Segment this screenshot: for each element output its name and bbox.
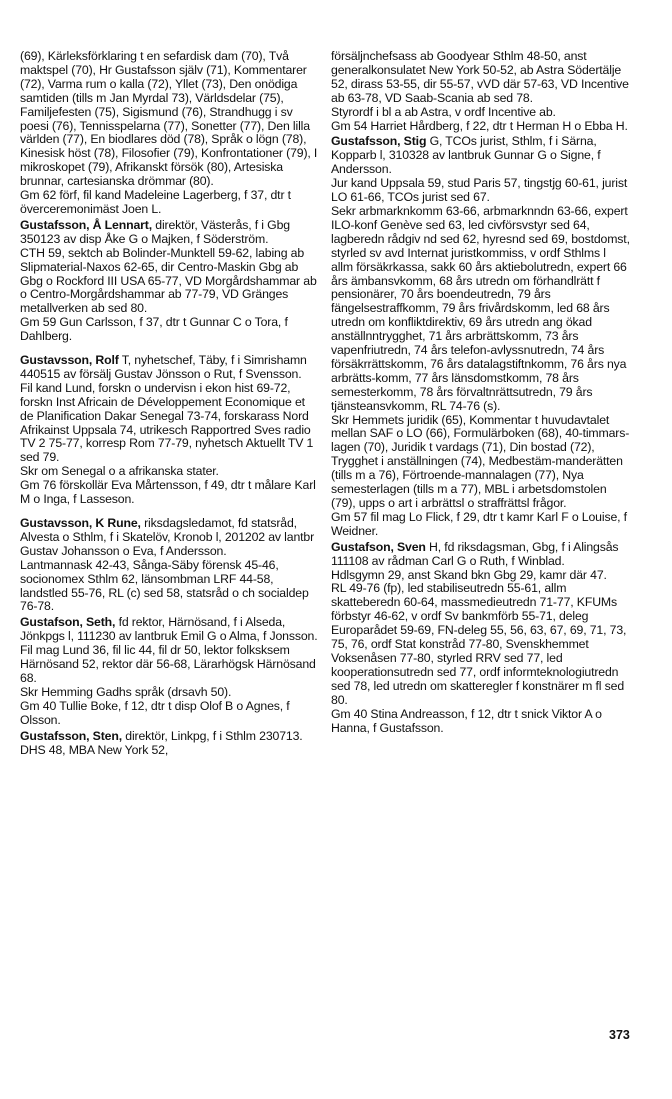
entry-intro: T, nyhetschef, Täby, f i Simrishamn 440515 av försälj Gustav Jönsson o Rut, f Svensson.: [20, 353, 307, 381]
page-number: 373: [609, 1028, 630, 1042]
entry-intro: H, fd riksdagsman, Gbg, f i Alingsås 111108 av rådman Carl G o Ruth, f Winblad.: [331, 539, 619, 568]
entry-paragraph: Gm 59 Gun Carlsson, f 37, dtr t Gunnar C o Tora, f Dahlberg.: [20, 315, 288, 344]
entry-intro: riksdagsledamot, fd statsråd, Alvesta o Sthlm, f i Skatelöv, Kronob l, 201202 av lantbr Gustav Johansson o Eva, f Andersson.: [20, 516, 315, 558]
entry-paragraph: försäljnchefsass ab Goodyear Sthlm 48-50, anst generalkonsulatet New York 50-52, ab Astra Södertälje 52, dirass 53-55, dir 55-57, vVD där 57-63, VD Incentive ab 63-78, VD Saab-Scania ab sed 78.: [331, 49, 629, 105]
entry-paragraph: Fil mag Lund 36, fil lic 44, fil dr 50, lektor folksksem Härnösand 52, rektor där 56-68, Lärarhögsk Härnösand 68.: [20, 643, 316, 685]
entry-paragraph: Styrordf i bl a ab Astra, v ordf Incentive ab.: [331, 104, 556, 119]
entry-paragraph: Skr om Senegal o a afrikanska stater.: [20, 464, 219, 479]
left-column: [20, 50, 320, 759]
entry-paragraph: Gm 62 förf, fil kand Madeleine Lagerberg, f 37, dtr t överceremonimäst Joen L.: [20, 188, 291, 216]
entry-continuation: [331, 50, 631, 133]
entry-paragraph: [20, 354, 320, 382]
entry-paragraph: CTH 59, sektch ab Bolinder-Munktell 59-62, labing ab Slipmaterial-Naxos 62-65, dir Centro-Maskin Gbg ab Gbg o Rockford III USA 65-77, VD Morgårdshammar ab o Centro-Morgårdshammar ab 77-79, VD Gränges metallverken ab sed 80.: [20, 245, 317, 316]
entry-paragraph: Gm 40 Tullie Boke, f 12, dtr t disp Olof B o Agnes, f Olsson.: [20, 698, 290, 727]
entry-name: Gustafsson, Å Lennart,: [20, 217, 152, 232]
entry-paragraph: [20, 730, 320, 744]
entry-intro: G, TCOs jurist, Sthlm, f i Särna, Kopparb l, 310328 av lantbruk Gunnar G o Signe, f Andersson.: [331, 134, 601, 177]
entry-paragraph: (69), Kärleksförklaring t en sefardisk dam (70), Två maktspel (70), Hr Gustafsson själv (71), Kommentarer (72), Varma rum o kalla (72), Yllet (73), Den onödiga samtiden (tills m Jan Myrdal 73), Världsdelar (75), Familjefesten (75), Sigismund (76), Strandhugg i sv poesi (76), Tennisspelarna (77), Sonetter (77), Den lilla världen (77), En biodlares död (78), Språk o lögn (78), Kinesisk höst (78), Filosofier (79), Konfrontationer (79), I mikroskopet (79), Afrikanskt försök (80), Artesiska brunnar, cartesianska drömmar (80).: [20, 49, 318, 189]
entry-paragraph: Skr Hemming Gadhs språk (drsavh 50).: [20, 684, 232, 699]
entry-name: Gustafson, Seth,: [20, 615, 116, 630]
entry-rolf-gustavsson: [20, 354, 320, 507]
entry-intro: direktör, Linkpg, f i Sthlm 230713.: [122, 728, 303, 743]
entry-paragraph: RL 49-76 (fp), led stabiliseutredn 55-61, allm skatteberedn 60-64, massmedieutredn 71-77, KFUMs förbstyr 46-62, v ordf Sv bankmförb 55-71, deleg Europarådet 59-69, FN-deleg 55, 56, 63, 67, 69, 71, 73, 75, 76, ordf Stat konstråd 77-80, Svenskhemmet Voksenåsen 77-80, styrled RRV sed 77, led kooperationsutredn sed 77, ordf informteknologiutredn sed 78, led utredn om skatteregler f konstnärer m fl sed 80.: [331, 581, 627, 707]
entry-paragraph: Gm 54 Harriet Hårdberg, f 22, dtr t Herman H o Ebba H.: [331, 118, 628, 133]
entry-rune-gustavsson: [20, 517, 320, 614]
entry-paragraph: [20, 517, 320, 559]
entry-name: Gustavsson, K Rune,: [20, 516, 141, 530]
entry-paragraph: Gm 57 fil mag Lo Flick, f 29, dtr t kamr Karl F o Louise, f Weidner.: [331, 509, 627, 538]
entry-paragraph: Jur kand Uppsala 59, stud Paris 57, tingstjg 60-61, jurist LO 61-66, TCOs jurist sed 67.: [331, 176, 628, 205]
entry-seth-gustafson: [20, 616, 320, 727]
entry-paragraph: Gm 40 Stina Andreasson, f 12, dtr t snick Viktor A o Hanna, f Gustafsson.: [331, 706, 602, 735]
entry-paragraph: Fil kand Lund, forskn o undervisn i ekon hist 69-72, forskn Inst Africain de Développement Economique et de Planification Dakar Senegal 73-74, forskarass Nord Afrikainst Uppsala 74, utrikesch Rapportred Sves radio TV 2 75-77, korresp Rom 77-79, nyhetsch Aktuellt TV 1 sed 79.: [20, 380, 314, 465]
entry-stig-gustafsson: [331, 135, 631, 538]
entry-name: Gustavsson, Rolf: [20, 353, 119, 368]
right-column: [331, 50, 631, 745]
entry-paragraph: [331, 135, 631, 177]
entry-paragraph: [331, 541, 631, 569]
entry-paragraph: Skr Hemmets juridik (65), Kommentar t huvudavtalet mellan SAF o LO (66), Formulärboken (68), 40-timmars-lagen (70), Juridik t vardags (71), Din bostad (72), Trygghet i anställningen (74), Medbestäm-manderätten (tills m a 76), Förtroende-mannalagen (77), Nya semesterlagen (tills m a 77), MBL i arbetsdomstolen (79), upps o art i arbrättsl o straffrättsl frågor.: [331, 412, 630, 510]
entry-name: Gustafsson, Stig: [331, 134, 427, 149]
entry-paragraph: Hdlsgymn 29, anst Skand bkn Gbg 29, kamr där 47.: [331, 567, 607, 582]
entry-paragraph: Lantmannask 42-43, Sånga-Säby förensk 45-46, socionomex Sthlm 62, länsombman LRF 44-58, landstled 55-76, RL (c) sed 58, statsråd o ch socialdep 76-78.: [20, 557, 309, 614]
entry-intro: direktör, Västerås, f i Gbg 350123 av disp Åke G o Majken, f Söderström.: [20, 217, 290, 246]
entry-paragraph: Gm 76 förskollär Eva Mårtensson, f 49, dtr t målare Karl M o Inga, f Lasseson.: [20, 478, 316, 507]
entry-intro: fd rektor, Härnösand, f i Alseda, Jönkpgs l, 111230 av lantbruk Emil G o Alma, f Jonsson.: [20, 615, 318, 644]
entry-lennart-gustafsson: [20, 219, 320, 344]
entry-name: Gustafsson, Sten,: [20, 728, 122, 743]
entry-sven-gustafson: [331, 541, 631, 736]
entry-paragraph: DHS 48, MBA New York 52,: [20, 742, 169, 757]
entry-paragraph: [20, 616, 320, 644]
entry-paragraph: Sekr arbmarknkomm 63-66, arbmarknndn 63-66, expert ILO-konf Genève sed 63, led civförsvstyr sed 64, lagberedn rådgiv nd sed 62, hyresnd sed 69, bostdomst, styrled sv avd Internat juristkommiss, v ordf Sthlms l allm försäkrkassa, sakk 60 års aktiebolutredn, expert 66 års ämbansvkomm, 68 års utredn om förhandlrätt f pensionärer, 70 års boendeutredn, 79 års fängelsestraffkomm, 79 års frivårdskomm, led 68 års utredn om konfliktdirektiv, 69 års utredn ang ökad anställnntrygghet, 71 års arbrättskomm, 73 års vapenfriutredn, 74 års telefon-avlyssnutredn, 74 års försäkrrättskomm, 76 års datalagstiftnkomm, 76 års nya arbrätts-komm, 77 års länsdomstkomm, 78 års semesterkomm, 78 års förvaltnrättsutredn, 79 års tjänsteansvkomm, RL 74-76 (s).: [331, 203, 630, 413]
entry-continuation: [20, 50, 320, 217]
entry-name: Gustafson, Sven: [331, 539, 426, 554]
entry-sten-gustafsson: [20, 730, 320, 758]
entry-paragraph: [20, 219, 320, 247]
